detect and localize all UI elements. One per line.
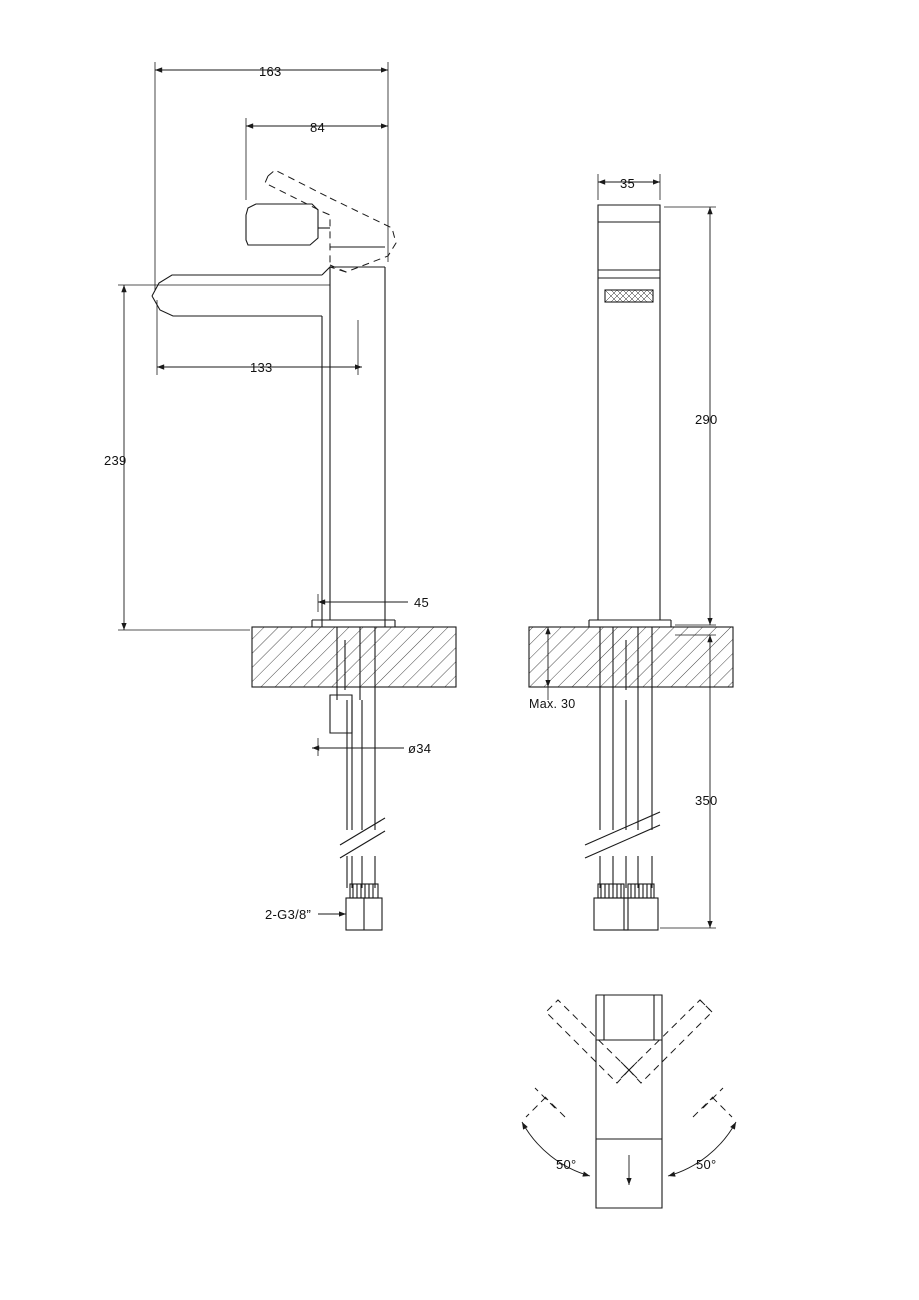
- dim-label-350: 350: [695, 793, 718, 808]
- dim-label-163: 163: [259, 64, 282, 79]
- dim-label-35: 35: [620, 176, 636, 191]
- dim-label-133: 133: [250, 360, 273, 375]
- dim-label-239: 239: [104, 453, 127, 468]
- dim-label-d34: ø34: [408, 741, 432, 756]
- side-elevation-geometry: [529, 205, 733, 930]
- dim-label-290: 290: [695, 412, 718, 427]
- dim-label-84: 84: [310, 120, 326, 135]
- front-elevation-dimensions: [118, 62, 408, 914]
- dim-label-angle-right: 50°: [696, 1157, 717, 1172]
- dim-label-45: 45: [414, 595, 430, 610]
- top-plan-geometry: [522, 995, 736, 1208]
- side-elevation-dimensions: [548, 174, 716, 928]
- dim-label-thread: 2-G3/8”: [265, 907, 312, 922]
- dim-label-angle-left: 50°: [556, 1157, 577, 1172]
- dim-label-max30: Max. 30: [529, 697, 576, 711]
- front-elevation-geometry: [152, 170, 456, 930]
